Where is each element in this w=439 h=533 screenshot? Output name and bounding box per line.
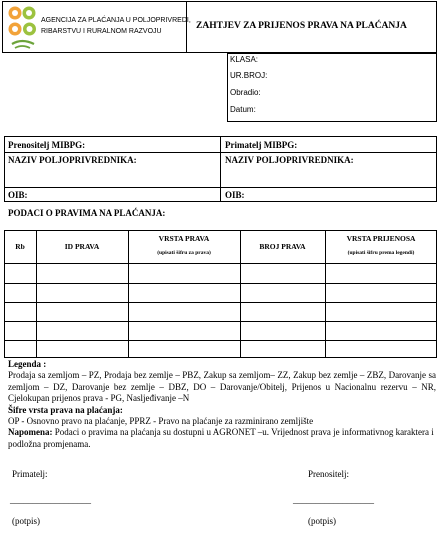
legend-title: Legenda : (8, 359, 47, 369)
agency-name-line1: AGENCIJA ZA PLAĆANJA U POLJOPRIVREDI, (41, 17, 191, 24)
note-paragraph (8, 427, 436, 450)
obradio-label: Obradio: (230, 88, 261, 97)
agency-name-line2: RIBARSTVU I RURALNOM RAZVOJU (41, 28, 162, 35)
recipient-sign-caption: (potpis) (12, 516, 40, 526)
parties-divider (220, 136, 221, 202)
col-header-prijenos: VRSTA PRIJENOSA (346, 234, 416, 243)
oib-right-label: OIB: (225, 190, 245, 200)
rights-row-line (4, 321, 437, 322)
header-divider (186, 1, 187, 53)
note-text: Podaci o pravima na plaćanja su dostupni u AGRONET –u. Vrijednost prava je informativnog karaktera i podložna promjenama. (8, 427, 434, 449)
transferor-mibpg-label: Prenositelj MIBPG: (8, 140, 86, 150)
recipient-mibpg-label: Primatelj MIBPG: (225, 140, 298, 150)
form-title: ZAHTJEV ZA PRIJENOS PRAVA NA PLAĆANJA (196, 21, 407, 31)
col-header-vrsta-sub: (upisati šifru za prava) (157, 250, 211, 256)
agency-logo-icon (6, 4, 38, 50)
transferor-signature-line[interactable]: __________________ (293, 495, 374, 505)
rights-section-title: PODACI O PRAVIMA NA PLAĆANJA: (8, 208, 166, 218)
rights-row-line (4, 302, 437, 303)
legend-block (8, 359, 436, 450)
col-header-broj: BROJ PRAVA (259, 242, 306, 251)
parties-row-line1 (4, 152, 437, 153)
recipient-signature-label: Primatelj: (12, 469, 48, 479)
rights-codes-title: Šifre vrsta prava na plaćanja: (8, 404, 123, 415)
transferor-sign-caption: (potpis) (308, 516, 336, 526)
parties-row-line2 (4, 187, 437, 188)
rights-row-line (4, 283, 437, 284)
klasa-label: KLASA: (230, 55, 259, 64)
col-header-id: ID PRAVA (64, 242, 100, 251)
note-label: Napomena: (8, 427, 53, 438)
rights-header-line (4, 263, 437, 264)
recipient-signature-line[interactable]: __________________ (10, 495, 91, 505)
datum-label: Datum: (230, 105, 256, 114)
rights-codes-text: OP - Osnovno pravo na plaćanje, PPRZ - Pravo na plaćanje za razminirano zemljište (8, 416, 314, 427)
col-header-prijenos-sub: (upisati šifru prema legendi) (347, 250, 415, 256)
rights-row-line (4, 340, 437, 341)
urbroj-label: UR.BROJ: (230, 71, 268, 80)
col-header-rb: Rb (15, 242, 25, 251)
farmer-name-left-label: NAZIV POLJOPRIVREDNIKA: (8, 155, 137, 165)
transferor-signature-label: Prenositelj: (308, 469, 349, 479)
legend-text: Prodaja sa zemljom – PZ, Prodaja bez zemlje – PBZ, Zakup sa zemljom– ZZ, Zakup bez zemlje – ZBZ, Darovanje sa zemljom – DZ, Darovanje bez zemlje – DBZ, DO – Darovanje/Obitelj, Prijenos u Nacionalnu rezervu – NR, Cjelokupan prijenos prava - PG, Nasljeđivanje –N (8, 370, 436, 404)
oib-left-label: OIB: (8, 190, 28, 200)
farmer-name-right-label: NAZIV POLJOPRIVREDNIKA: (225, 155, 354, 165)
col-header-vrsta: VRSTA PRAVA (158, 234, 210, 243)
